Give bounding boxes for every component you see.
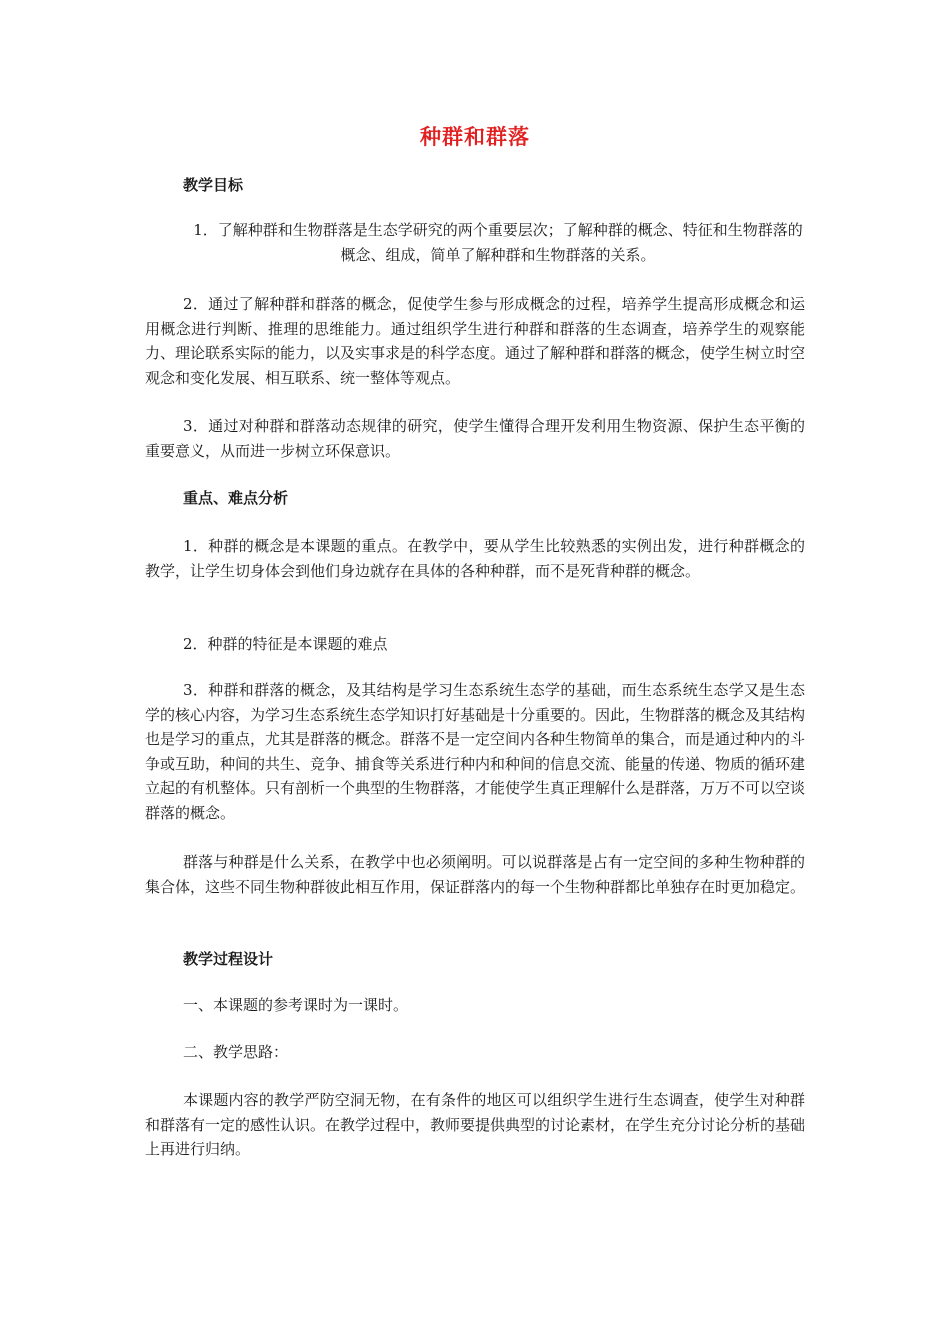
process-paragraph: 本课题内容的教学严防空洞无物，在有条件的地区可以组织学生进行生态调查，使学生对种群和群落有一定的感性认识。在教学过程中，教师要提供典型的讨论素材，在学生充分讨论分析的基础上再进行归纳。 xyxy=(145,1091,806,1158)
keypoint-paragraph-4: 群落与种群是什么关系，在教学中也必须阐明。可以说群落是占有一定空间的多种生物种群的集合体，这些不同生物种群彼此相互作用，保证群落内的每一个生物种群都比单独存在时更加稳定。 xyxy=(145,853,806,896)
section-heading-objectives: 教学目标 xyxy=(183,176,244,194)
section-heading-keypoints: 重点、难点分析 xyxy=(183,489,289,507)
process-line-1: 一、本课题的参考课时为一课时。 xyxy=(183,996,409,1014)
objective-paragraph-1: 1．了解种群和生物群落是生态学研究的两个重要层次；了解种群的概念、特征和生物群落的概念、组成，简单了解种群和生物群落的关系。 xyxy=(193,221,803,264)
process-line-2: 二、教学思路： xyxy=(183,1043,289,1061)
document-title: 种群和群落 xyxy=(420,124,530,149)
keypoint-paragraph-2: 2．种群的特征是本课题的难点 xyxy=(183,635,388,653)
section-heading-process: 教学过程设计 xyxy=(183,950,274,968)
objective-paragraph-2: 2．通过了解种群和群落的概念，促使学生参与形成概念的过程，培养学生提高形成概念和运用概念进行判断、推理的思维能力。通过组织学生进行种群和群落的生态调查，培养学生的观察能力、理论联系实际的能力，以及实事求是的科学态度。通过了解种群和群落的概念，使学生树立时空观念和变化发展、相互联系、统一整体等观点。 xyxy=(145,295,806,387)
objective-paragraph-3: 3．通过对种群和群落动态规律的研究，使学生懂得合理开发利用生物资源、保护生态平衡的重要意义，从而进一步树立环保意识。 xyxy=(145,417,805,460)
keypoint-paragraph-1: 1．种群的概念是本课题的重点。在教学中，要从学生比较熟悉的实例出发，进行种群概念的教学，让学生切身体会到他们身边就存在具体的各种种群，而不是死背种群的概念。 xyxy=(145,537,805,580)
keypoint-paragraph-3: 3．种群和群落的概念，及其结构是学习生态系统生态学的基础，而生态系统生态学又是生态学的核心内容，为学习生态系统生态学知识打好基础是十分重要的。因此，生物群落的概念及其结构也是学习的重点，尤其是群落的概念。群落不是一定空间内各种生物简单的集合，而是通过种内的斗争或互助，种间的共生、竞争、捕食等关系进行种内和种间的信息交流、能量的传递、物质的循环建立起的有机整体。只有剖析一个典型的生物群落，才能使学生真正理解什么是群落，万万不可以空谈群落的概念。 xyxy=(145,681,806,822)
